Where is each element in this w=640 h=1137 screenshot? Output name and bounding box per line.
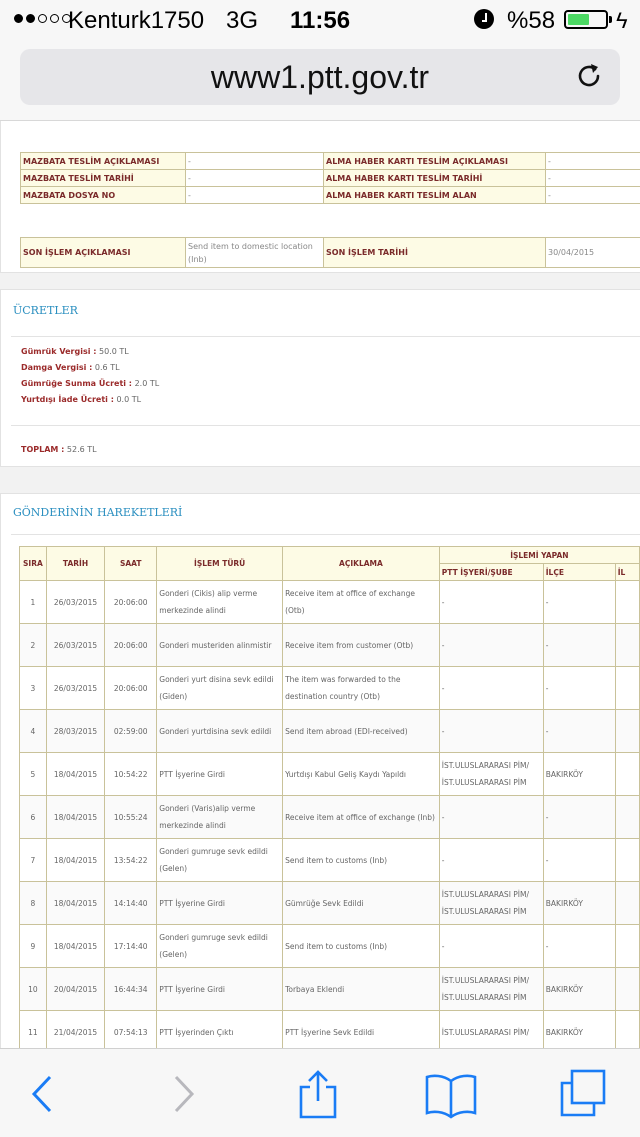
cell-saat: 10:54:22 <box>105 753 157 796</box>
info-panel <box>0 121 640 273</box>
cell-sube: - <box>439 839 543 882</box>
cell-saat: 14:14:40 <box>105 882 157 925</box>
cell-islem: Gonderi yurtdisina sevk edildi <box>157 710 283 753</box>
col-header-islem: İŞLEM TÜRÜ <box>157 547 283 581</box>
cell-il <box>615 839 639 882</box>
cell-aciklama: Yurtdışı Kabul Geliş Kaydı Yapıldı <box>283 753 440 796</box>
cell-il <box>615 968 639 1011</box>
fee-value: 2.0 TL <box>135 379 160 388</box>
cell-saat: 13:54:22 <box>105 839 157 882</box>
info-value: - <box>546 153 640 170</box>
info-label: MAZBATA TESLİM TARİHİ <box>21 170 186 187</box>
fee-line <box>21 347 129 356</box>
share-icon[interactable] <box>293 1069 343 1119</box>
fee-total <box>21 445 97 454</box>
cell-tarih: 26/03/2015 <box>46 667 104 710</box>
alarm-icon <box>474 9 494 29</box>
tabs-icon[interactable] <box>558 1069 608 1119</box>
cell-sira: 10 <box>20 968 47 1011</box>
cell-tarih: 18/04/2015 <box>46 839 104 882</box>
fee-line <box>21 395 141 404</box>
info-table <box>20 152 640 204</box>
cell-sira: 8 <box>20 882 47 925</box>
cell-sira: 3 <box>20 667 47 710</box>
fee-line <box>21 379 159 388</box>
cell-ilce: BAKIRKÖY <box>543 753 615 796</box>
info-value: - <box>546 170 640 187</box>
cell-aciklama: PTT İşyerine Sevk Edildi <box>283 1011 440 1050</box>
cell-ilce: - <box>543 925 615 968</box>
battery-icon <box>564 10 608 29</box>
table-row <box>20 710 640 753</box>
last-op-value: Send item to domestic location (Inb) <box>186 238 324 268</box>
cell-tarih: 18/04/2015 <box>46 753 104 796</box>
cell-il <box>615 624 639 667</box>
cell-ilce: BAKIRKÖY <box>543 968 615 1011</box>
cell-islem: Gonderi gumruge sevk edildi (Gelen) <box>157 925 283 968</box>
fee-line <box>21 363 120 372</box>
cell-sira: 5 <box>20 753 47 796</box>
cell-tarih: 26/03/2015 <box>46 624 104 667</box>
cell-ilce: - <box>543 796 615 839</box>
fee-label: Damga Vergisi : <box>21 363 92 372</box>
status-bar <box>0 0 640 40</box>
charging-icon: ϟ <box>616 8 628 34</box>
cell-aciklama: Send item to customs (Inb) <box>283 839 440 882</box>
col-header-aciklama: AÇIKLAMA <box>283 547 440 581</box>
cell-tarih: 18/04/2015 <box>46 925 104 968</box>
info-value: - <box>186 153 324 170</box>
table-row <box>20 624 640 667</box>
info-label: ALMA HABER KARTI TESLİM TARİHİ <box>324 170 546 187</box>
cell-islem: Gonderi (Cikis) alip verme merkezinde alindi <box>157 581 283 624</box>
web-content[interactable] <box>0 121 640 1049</box>
cell-aciklama: Receive item at office of exchange (Otb) <box>283 581 440 624</box>
cell-islem: PTT İşyerine Girdi <box>157 968 283 1011</box>
cell-sube: - <box>439 667 543 710</box>
table-row <box>20 796 640 839</box>
cell-aciklama: The item was forwarded to the destination country (Otb) <box>283 667 440 710</box>
movements-title: GÖNDERİNİN HAREKETLERİ <box>13 506 182 519</box>
cell-islem: Gonderi (Varis)alip verme merkezinde alindi <box>157 796 283 839</box>
col-header-tarih: TARİH <box>46 547 104 581</box>
clock: 11:56 <box>290 7 350 35</box>
cell-aciklama: Send item to customs (Inb) <box>283 925 440 968</box>
info-value: - <box>186 187 324 204</box>
cell-il <box>615 710 639 753</box>
table-row <box>20 667 640 710</box>
back-icon[interactable] <box>18 1069 68 1119</box>
cell-aciklama: Torbaya Eklendi <box>283 968 440 1011</box>
url-text[interactable]: www1.ptt.gov.tr <box>20 59 620 96</box>
table-row <box>20 925 640 968</box>
cell-aciklama: Receive item from customer (Otb) <box>283 624 440 667</box>
cell-islem: PTT İşyerinden Çıktı <box>157 1011 283 1050</box>
cell-sube: İST.ULUSLARARASI PİM/ İST.ULUSLARARASI PİM <box>439 882 543 925</box>
cell-sira: 4 <box>20 710 47 753</box>
cell-il <box>615 882 639 925</box>
cell-tarih: 18/04/2015 <box>46 882 104 925</box>
cell-sube: İST.ULUSLARARASI PİM/ İST.ULUSLARARASI PİM <box>439 753 543 796</box>
cell-tarih: 20/04/2015 <box>46 968 104 1011</box>
cell-saat: 20:06:00 <box>105 581 157 624</box>
fee-label: Gümrüğe Sunma Ücreti : <box>21 379 132 388</box>
cell-sube: - <box>439 624 543 667</box>
cell-saat: 02:59:00 <box>105 710 157 753</box>
cell-il <box>615 667 639 710</box>
signal-strength-icon <box>14 14 71 23</box>
last-op-date: 30/04/2015 <box>546 238 640 268</box>
cell-saat: 10:55:24 <box>105 796 157 839</box>
cell-ilce: BAKIRKÖY <box>543 882 615 925</box>
info-row <box>21 170 640 187</box>
divider <box>11 336 640 337</box>
cell-ilce: - <box>543 581 615 624</box>
cell-il <box>615 1011 639 1050</box>
cell-sira: 9 <box>20 925 47 968</box>
last-op-label: SON İŞLEM AÇIKLAMASI <box>21 238 186 268</box>
info-label: MAZBATA TESLİM AÇIKLAMASI <box>21 153 186 170</box>
total-value: 52.6 TL <box>67 445 97 454</box>
cell-saat: 20:06:00 <box>105 624 157 667</box>
address-bar[interactable] <box>20 49 620 105</box>
movements-table <box>19 546 640 1049</box>
info-row <box>21 238 640 268</box>
fees-panel <box>0 289 640 467</box>
fee-value: 50.0 TL <box>99 347 129 356</box>
info-value: - <box>546 187 640 204</box>
divider <box>11 425 640 426</box>
cell-sira: 1 <box>20 581 47 624</box>
cell-islem: Gonderi musteriden alinmistir <box>157 624 283 667</box>
total-label: TOPLAM : <box>21 445 64 454</box>
cell-sira: 2 <box>20 624 47 667</box>
cell-ilce: - <box>543 839 615 882</box>
network-type: 3G <box>226 7 258 35</box>
carrier-name: Kenturk1750 <box>68 7 204 35</box>
battery-percent: %58 <box>507 7 555 35</box>
cell-aciklama: Send item abroad (EDI-received) <box>283 710 440 753</box>
cell-tarih: 26/03/2015 <box>46 581 104 624</box>
cell-il <box>615 925 639 968</box>
table-row <box>20 1011 640 1050</box>
cell-saat: 20:06:00 <box>105 667 157 710</box>
cell-sube: İST.ULUSLARARASI PİM/ İST.ULUSLARARASI PİM <box>439 968 543 1011</box>
cell-islem: Gonderi gumruge sevk edildi (Gelen) <box>157 839 283 882</box>
table-row <box>20 882 640 925</box>
cell-aciklama: Receive item at office of exchange (Inb) <box>283 796 440 839</box>
cell-aciklama: Gümrüğe Sevk Edildi <box>283 882 440 925</box>
fee-label: Gümrük Vergisi : <box>21 347 96 356</box>
last-operation-table <box>20 237 640 268</box>
divider <box>11 534 640 535</box>
bookmarks-icon[interactable] <box>425 1069 477 1119</box>
browser-header <box>0 40 640 121</box>
table-row <box>20 968 640 1011</box>
cell-sira: 11 <box>20 1011 47 1050</box>
cell-ilce: BAKIRKÖY <box>543 1011 615 1050</box>
cell-ilce: - <box>543 667 615 710</box>
cell-islem: Gonderi yurt disina sevk edildi (Giden) <box>157 667 283 710</box>
info-label: MAZBATA DOSYA NO <box>21 187 186 204</box>
table-row <box>20 581 640 624</box>
info-value: - <box>186 170 324 187</box>
cell-il <box>615 796 639 839</box>
info-row <box>21 153 640 170</box>
info-label: ALMA HABER KARTI TESLİM AÇIKLAMASI <box>324 153 546 170</box>
cell-sira: 7 <box>20 839 47 882</box>
reload-icon[interactable] <box>574 61 604 91</box>
col-header-sira: SIRA <box>20 547 47 581</box>
cell-ilce: - <box>543 710 615 753</box>
cell-islem: PTT İşyerine Girdi <box>157 753 283 796</box>
cell-tarih: 21/04/2015 <box>46 1011 104 1050</box>
fee-label: Yurtdışı İade Ücreti : <box>21 395 114 404</box>
cell-saat: 07:54:13 <box>105 1011 157 1050</box>
col-header-il: İL <box>615 564 639 581</box>
cell-saat: 17:14:40 <box>105 925 157 968</box>
cell-il <box>615 753 639 796</box>
col-header-sube: PTT İŞYERİ/ŞUBE <box>439 564 543 581</box>
browser-toolbar <box>0 1048 640 1137</box>
cell-saat: 16:44:34 <box>105 968 157 1011</box>
fee-value: 0.6 TL <box>95 363 120 372</box>
cell-tarih: 28/03/2015 <box>46 710 104 753</box>
info-label: ALMA HABER KARTI TESLİM ALAN <box>324 187 546 204</box>
fees-title: ÜCRETLER <box>13 304 78 317</box>
cell-sube: - <box>439 796 543 839</box>
cell-sube: İST.ULUSLARARASI PİM/ <box>439 1011 543 1050</box>
info-row <box>21 187 640 204</box>
cell-islem: PTT İşyerine Girdi <box>157 882 283 925</box>
cell-ilce: - <box>543 624 615 667</box>
col-header-ilce: İLÇE <box>543 564 615 581</box>
cell-sube: - <box>439 581 543 624</box>
table-row <box>20 753 640 796</box>
cell-sube: - <box>439 925 543 968</box>
cell-tarih: 18/04/2015 <box>46 796 104 839</box>
col-header-yapan: İŞLEMİ YAPAN <box>439 547 639 564</box>
table-row <box>20 839 640 882</box>
cell-sira: 6 <box>20 796 47 839</box>
cell-sube: - <box>439 710 543 753</box>
fee-value: 0.0 TL <box>116 395 141 404</box>
col-header-saat: SAAT <box>105 547 157 581</box>
last-op-date-label: SON İŞLEM TARİHİ <box>324 238 546 268</box>
cell-il <box>615 581 639 624</box>
forward-icon[interactable] <box>158 1069 208 1119</box>
